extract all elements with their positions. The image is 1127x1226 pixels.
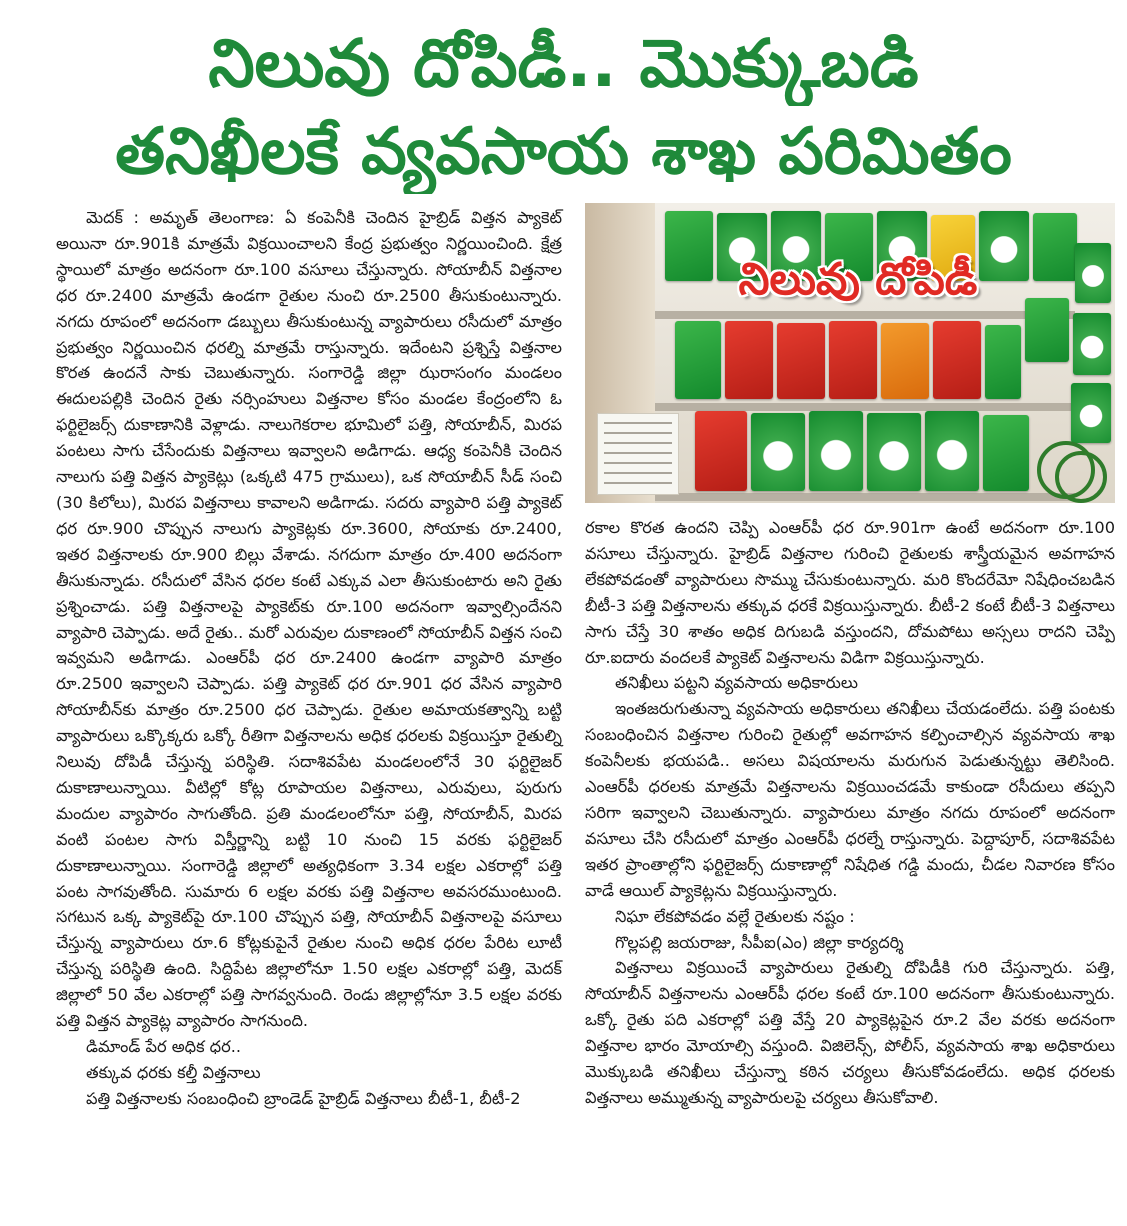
headline-line-2: తనిఖీలకే వ్యవసాయ శాఖ పరిమితం	[115, 115, 1012, 189]
subheading: డిమాండ్ పేర అధిక ధర..	[86, 1037, 242, 1056]
article-paragraph: విత్తనాలు విక్రయించే వ్యాపారులు రైతుల్ని దోపిడీకి గురి చేస్తున్నారు. పత్తి, సోయాబీన్ విత్తనాలను ఎంఆర్‌పీ ధరల కంటే రూ.100 అదనంగా తీసుకుంటున్నారు. ఒక్కో రైతు పది ఎకరాల్లో పత్తి వేస్తే 20 ప్యాకెట్లపైన రూ.2 వేల వరకు అదనంగా విత్తనాల భారం మోయాల్సి వస్తుంది. విజిలెన్స్, పోలీస్, వ్యవసాయ శాఖ అధికారులు మొక్కుబడి తనిఖీలు చేస్తున్నా కఠిన చర్యలు తీసుకోవడంలేదు. అధిక ధరలకు విత్తనాలు అమ్ముతున్న వ్యాపారులపై చర్యలు తీసుకోవాలి.	[585, 958, 1115, 1107]
quote-attribution: గొల్లపల్లి జయరాజు, సీపీఐ(ఎం) జిల్లా కార్యదర్శి	[615, 932, 904, 952]
seed-shop-photo	[585, 203, 1115, 503]
subheading: నిఘా లేకపోవడం వల్లే రైతులకు నష్టం :	[615, 906, 855, 926]
photo-stamp-text: నిలువు దోపిడీ	[738, 254, 978, 305]
subheading: తనిఖీలు పట్టని వ్యవసాయ అధికారులు	[615, 673, 858, 693]
article-paragraph: పత్తి విత్తనాలకు సంబంధించి బ్రాండెడ్ హైబ్రిడ్ విత్తనాలు బీటీ-1, బీటీ-2	[86, 1088, 521, 1108]
headline-line-1: నిలువు దోపిడీ.. మొక్కుబడి	[208, 25, 919, 102]
article-paragraph: ఇంతజరుగుతున్నా వ్యవసాయ అధికారులు తనిఖీలు చేయడంలేదు. పత్తి పంటకు సంబంధించిన విత్తనాల గురించి రైతుల్లో అవగాహన కల్పించాల్సిన వ్యవసాయ శాఖ కంపెనీలకు భయపడి.. అసలు విషయాలను మరుగున పెడుతున్నట్టు తెలిసింది. ఎంఆర్‌పీ ధరలకు మాత్రమే విత్తనాలను విక్రయించడమే కాకుండా రసీదులు తప్పని సరిగా ఇవ్వాలని చెబుతున్నారు. వ్యాపారులు మాత్రం నగదు రూపంలో అదనంగా వసూలు చేసి రసీదులో మాత్రం ఎంఆర్‌పీ ధరల్నే రాస్తున్నారు. పెద్దాపూర్, సదాశివపేట ఇతర ప్రాంతాల్లోని ఫర్టిలైజర్స్ దుకాణాల్లో నిషేధిత గడ్డి మందు, చీడల నివారణ కోసం వాడే ఆయిల్ ప్యాకెట్లను విక్రయిస్తున్నారు.	[585, 699, 1115, 900]
article-paragraph: మెదక్ : అమృత్ తెలంగాణ: ఏ కంపెనీకి చెందిన హైబ్రిడ్ విత్తన ప్యాకెట్ అయినా రూ.901కి మాత్రమే విక్రయించాలని కేంద్ర ప్రభుత్వం నిర్ణయించింది. క్షేత్ర స్థాయిలో మాత్రం అదనంగా రూ.100 వసూలు చేస్తున్నారు. సోయాబీన్ విత్తనాల ధర రూ.2400 మాత్రమే ఉండగా రైతుల నుంచి రూ.2500 తీసుకుంటున్నారు. నగదు రూపంలో అదనంగా డబ్బులు తీసుకుంటున్న వ్యాపారులు రసీదులో మాత్రం ప్రభుత్వం నిర్ణయించిన ధరల్ని మాత్రమే రాస్తున్నారు. ఇదేంటని ప్రశ్నిస్తే విత్తనాల కొరత ఉందనే సాకు చెబుతున్నారు. సంగారెడ్డి జిల్లా ఝరాసంగం మండలం ఈదులపల్లికి చెందిన రైతు నర్సింహులు విత్తనాల కోసం మండల కేంద్రంలోని ఓ ఫర్టిలైజర్స్ దుకాణానికి వెళ్లాడు. నాలుగెకరాల భూమిలో పత్తి, సోయాబీన్, మిరప పంటలు సాగు చేసేందుకు విత్తనాలు ఇవ్వాలని అడిగాడు. ఆధ్య కంపెనీకి చెందిన నాలుగు పత్తి విత్తన ప్యాకెట్లు (ఒక్కటి 475 గ్రాములు), ఒక సోయాబీన్ సీడ్ సంచి (30 కిలోలు), మిరప విత్తనాలు కావాలని అడిగాడు. సదరు వ్యాపారి పత్తి ప్యాకెట్ ధర రూ.900 చొప్పున నాలుగు ప్యాకెట్లకు రూ.3600, సోయాకు రూ.2400, ఇతర విత్తనాలకు రూ.900 బిల్లు వేశాడు. నగదుగా మాత్రం రూ.400 అదనంగా తీసుకున్నాడు. రసీదులో వేసిన ధరల కంటే ఎక్కువ ఎలా తీసుకుంటారు అని రైతు ప్రశ్నించాడు. పత్తి విత్తనాలపై ప్యాకెట్‌కు రూ.100 అదనంగా ఇవ్వాల్సిందేనని వ్యాపారి చెప్పాడు. అదే రైతు.. మరో ఎరువుల దుకాణంలో సోయాబీన్ విత్తన సంచి ఇవ్వమని అడిగాడు. ఎంఆర్‌పీ ధర రూ.2400 ఉండగా వ్యాపారి మాత్రం రూ.2500 ఇవ్వాలని చెప్పాడు. పత్తి ప్యాకెట్ ధర రూ.901 ధర వేసిన వ్యాపారి సోయాబీన్‌కు మాత్రం రూ.2500 ధర చెప్పాడు. రైతుల అమాయకత్వాన్ని బట్టి వ్యాపారులు ఒక్కొక్కరు ఒక్కో రీతిగా విత్తనాలను అధిక ధరలకు విక్రయిస్తూ రైతుల్ని నిలువు దోపిడీ చేస్తున్న పరిస్థితి. సదాశివపేట మండలంలోనే 30 ఫర్టిలైజర్ దుకాణాలున్నాయి. వీటిల్లో కోట్ల రూపాయల విత్తనాలు, ఎరువులు, పురుగు మందుల వ్యాపారం సాగుతోంది. ప్రతి మండలంలోనూ పత్తి, సోయాబీన్, మిరప వంటి పంటల సాగు విస్తీర్ణాన్ని బట్టి 10 నుంచి 15 వరకు ఫర్టిలైజర్ దుకాణాలున్నాయి. సంగారెడ్డి జిల్లాలో అత్యధికంగా 3.34 లక్షల ఎకరాల్లో పత్తి పంట సాగవుతోంది. సుమారు 6 లక్షల వరకు పత్తి విత్తనాల అవసరముంటుంది. సగటున ఒక్క ప్యాకెట్‌పై రూ.100 చొప్పున పత్తి, సోయాబీన్ విత్తనాలపై వసూలు చేస్తున్న వ్యాపారులు రూ.6 కోట్లకుపైనే రైతుల నుంచి అధిక ధరల పేరిట లూటీ చేస్తున్న పరిస్థితి ఉంది. సిద్దిపేట జిల్లాలోనూ 1.50 లక్షల ఎకరాల్లో పత్తి, మెదక్ జిల్లాలో 50 వేల ఎకరాల్లో పత్తి సాగవ్వనుంది. రెండు జిల్లాల్లోనూ 3.5 లక్షల వరకు పత్తి విత్తన ప్యాకెట్ల వ్యాపారం సాగనుంది.	[56, 208, 562, 1031]
article-right-column	[585, 515, 1115, 1111]
article-left-column	[56, 205, 562, 1112]
article-paragraph: రకాల కొరత ఉందని చెప్పి ఎంఆర్‌పీ ధర రూ.901గా ఉంటే అదనంగా రూ.100 వసూలు చేస్తున్నారు. హైబ్రిడ్ విత్తనాల గురించి రైతులకు శాస్త్రీయమైన అవగాహన లేకపోవడంతో వ్యాపారులు సొమ్ము చేసుకుంటున్నారు. మరి కొందరేమో నిషేధించబడిన బీటీ-3 పత్తి విత్తనాలను తక్కువ ధరకే విక్రయిస్తున్నారు. బీటీ-2 కంటే బీటీ-3 విత్తనాలు సాగు చేస్తే 30 శాతం అధిక దిగుబడి వస్తుందని, దోమపోటు అస్సలు రాదని చెప్పి రూ.ఐదారు వందలకే ప్యాకెట్ విత్తనాలను విడిగా విక్రయిస్తున్నారు.	[585, 518, 1115, 667]
subheading: తక్కువ ధరకు కల్తీ విత్తనాలు	[86, 1062, 261, 1082]
